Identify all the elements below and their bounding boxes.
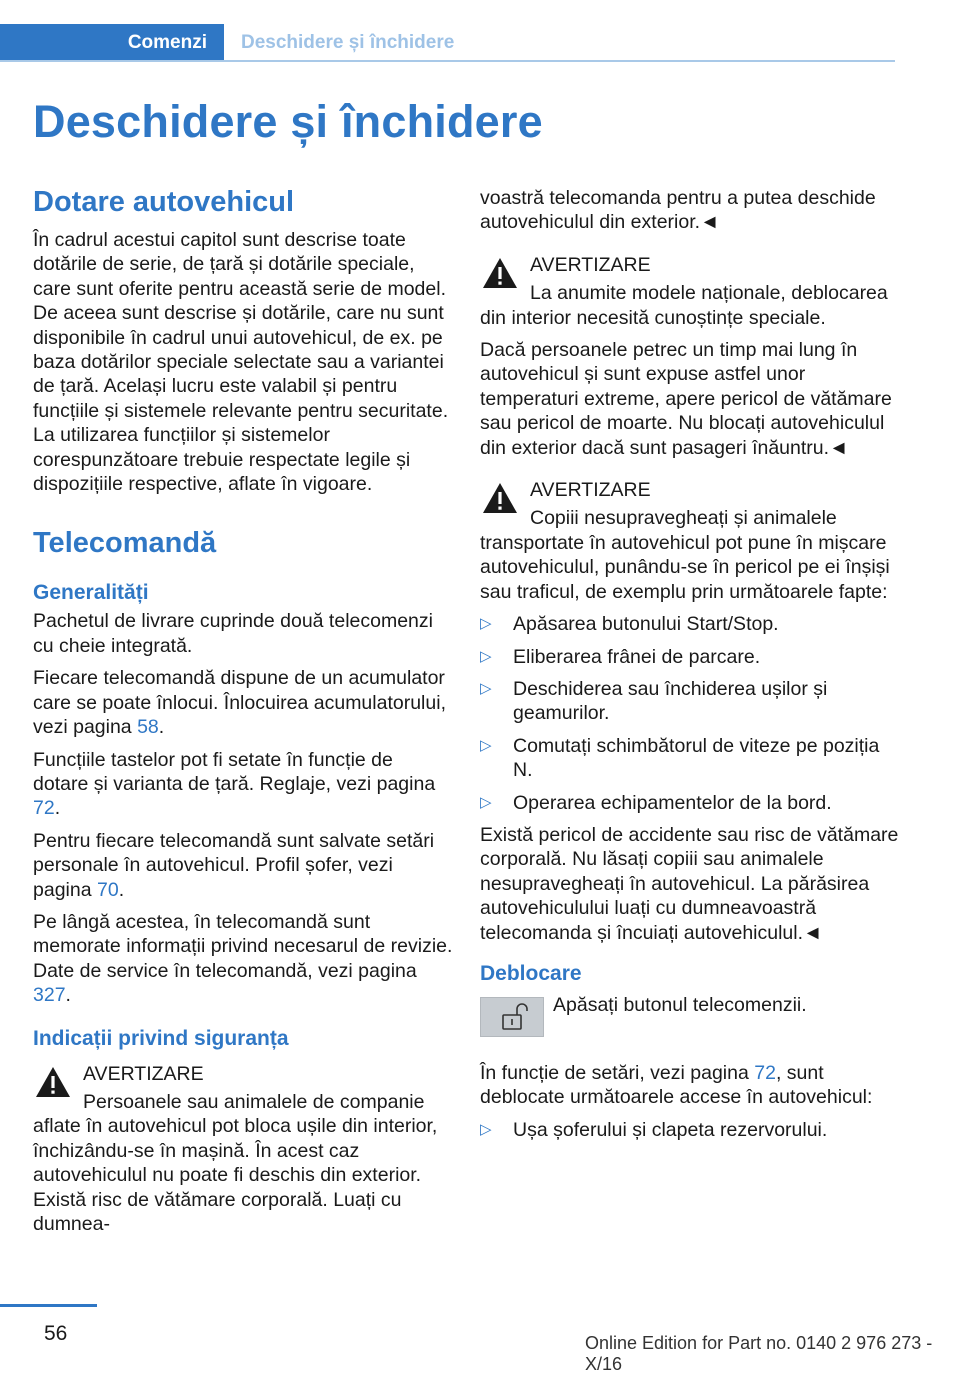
section-title-telecomanda: Telecomandă	[33, 527, 217, 560]
unlock-instruction: Apăsați butonul telecomenzii.	[553, 993, 807, 1016]
page-link-72[interactable]: 72	[754, 1061, 776, 1084]
paragraph-functii-taste: Funcțiile tastelor pot fi setate în funcție de dotare și varianta de țară. Reglaje, vezi pagina 72.	[33, 748, 436, 820]
warning-triangle-icon	[480, 255, 520, 291]
paragraph-acumulator: Fiecare telecomandă dispune de un acumulator care se poate înlocui. Înlocuirea acumulatorului, vezi pagina 58.	[33, 667, 446, 739]
warning-triangle-icon	[480, 480, 520, 516]
triangle-bullet-icon: ▷	[480, 679, 492, 697]
triangle-bullet-icon: ▷	[480, 736, 492, 754]
triangle-bullet-icon: ▷	[480, 1120, 492, 1138]
bullet-list	[480, 612, 900, 815]
page-link-327[interactable]: 327	[33, 984, 66, 1007]
dotare-paragraph: În cadrul acestui capitol sunt descrise toate dotările de serie, de țară și dotările speciale, care sunt oferite pentru această serie de model. De aceea sunt descrise și dotările, care nu sunt disponibile în cadrul unui autovehicul, de ex. pe baza dotărilor speciale selectate sau a variantei de țară. Același lucru este valabil și pentru funcțiile și sistemele relevante pentru securitate. La utilizarea funcțiilor și sistemelor corespunzătoare trebuie respectate legile și dispozițiile respective, aflate în vigoare.	[33, 229, 449, 496]
subsection-title-generalitati: Generalități	[33, 581, 149, 605]
page-number: 56	[44, 1322, 68, 1345]
warning-block	[480, 253, 900, 277]
warning-text: Persoanele sau animalele de companie aflate în autovehicul pot bloca ușile din interior, închizându-se în mașină. În acest caz autovehiculul nu poate fi deschis din exterior. Există risc de vătămare corporală. Luați cu dumnea-	[33, 1090, 438, 1235]
unlock-button-icon	[480, 997, 544, 1037]
right-column	[480, 186, 900, 1150]
warning-title: AVERTIZARE	[530, 253, 651, 276]
header-tabs	[0, 24, 895, 62]
bullet-list	[480, 1118, 900, 1142]
triangle-bullet-icon: ▷	[480, 793, 492, 811]
warning-triangle-icon	[33, 1064, 73, 1100]
triangle-bullet-icon: ▷	[480, 615, 492, 633]
list-item: ▷ Operarea echipamentelor de la bord.	[480, 791, 832, 814]
unlock-row	[480, 993, 900, 1051]
warning-paragraph: Există pericol de accidente sau risc de vătămare corporală. Nu lăsați copiii sau animalele nesupravegheați în autovehicul. La părăsirea autovehiculului luați cu dumneavoastră telecomanda și încuiați autovehiculul.◄	[480, 823, 899, 944]
section-title-dotare: Dotare autovehicul	[33, 186, 295, 218]
paragraph-livrare: Pachetul de livrare cuprinde două telecomenzi cu cheie integrată.	[33, 610, 433, 657]
list-item: ▷ Ușa șoferului și clapeta rezervorului.	[480, 1118, 828, 1141]
page-link-58[interactable]: 58	[137, 716, 159, 739]
warning-text: La anumite modele naționale, deblocarea din interior necesită cunoștințe speciale.	[480, 282, 888, 329]
list-item: ▷ Eliberarea frânei de parcare.	[480, 645, 761, 668]
warning-title: AVERTIZARE	[83, 1062, 204, 1085]
tab-deschidere[interactable]: Deschidere și închidere	[241, 32, 455, 53]
subsection-title-siguranta: Indicații privind siguranța	[33, 1026, 289, 1050]
continued-paragraph: voastră telecomanda pentru a putea deschide autovehiculul din exterior.◄	[480, 187, 876, 234]
warning-block	[33, 1062, 453, 1086]
triangle-bullet-icon: ▷	[480, 647, 492, 665]
page-link-70[interactable]: 70	[96, 878, 119, 901]
subsection-title-deblocare: Deblocare	[480, 961, 582, 985]
warning-block	[480, 478, 900, 502]
list-item: ▷ Comutați schimbătorul de viteze pe poziția N.	[480, 734, 880, 782]
paragraph-accese: În funcție de setări, vezi pagina 72, sunt deblocate următoarele accese în autovehicul:	[480, 1061, 873, 1109]
header-divider	[0, 60, 895, 62]
left-column	[33, 185, 453, 1244]
footer-divider	[0, 1304, 97, 1307]
page-title: Deschidere și închidere	[33, 96, 543, 147]
edition-note: Online Edition for Part no. 0140 2 976 273 - X/16	[585, 1333, 933, 1374]
warning-text: Copiii nesupravegheați și animalele transportate în autovehicul pot pune în mișcare autovehiculul, punându-se în pericol pe ei înșiși sau traficul, de exemplu prin următoarele fapte:	[480, 507, 890, 603]
list-item: ▷ Deschiderea sau închiderea ușilor și geamurilor.	[480, 677, 828, 725]
warning-title: AVERTIZARE	[530, 479, 651, 502]
warning-paragraph: Dacă persoanele petrec un timp mai lung în autovehicul și sunt expuse astfel unor temperaturi extreme, apere pericol de vătămare sau pericol de moarte. Nu blocați autovehiculul din exterior dacă sunt pasageri înăuntru.◄	[480, 339, 892, 459]
tab-comenzi[interactable]: Comenzi	[0, 24, 224, 62]
paragraph-service: Pe lângă acestea, în telecomandă sunt memorate informații privind necesarul de revizie. Date de service în telecomandă, vezi pagina 327.	[33, 910, 453, 1007]
list-item: ▷ Apăsarea butonului Start/Stop.	[480, 613, 779, 636]
paragraph-profil-sofer: Pentru fiecare telecomandă sunt salvate setări personale în autovehicul. Profil șofer, vezi pagina 70.	[33, 829, 435, 901]
page-link-72[interactable]: 72	[33, 797, 55, 820]
